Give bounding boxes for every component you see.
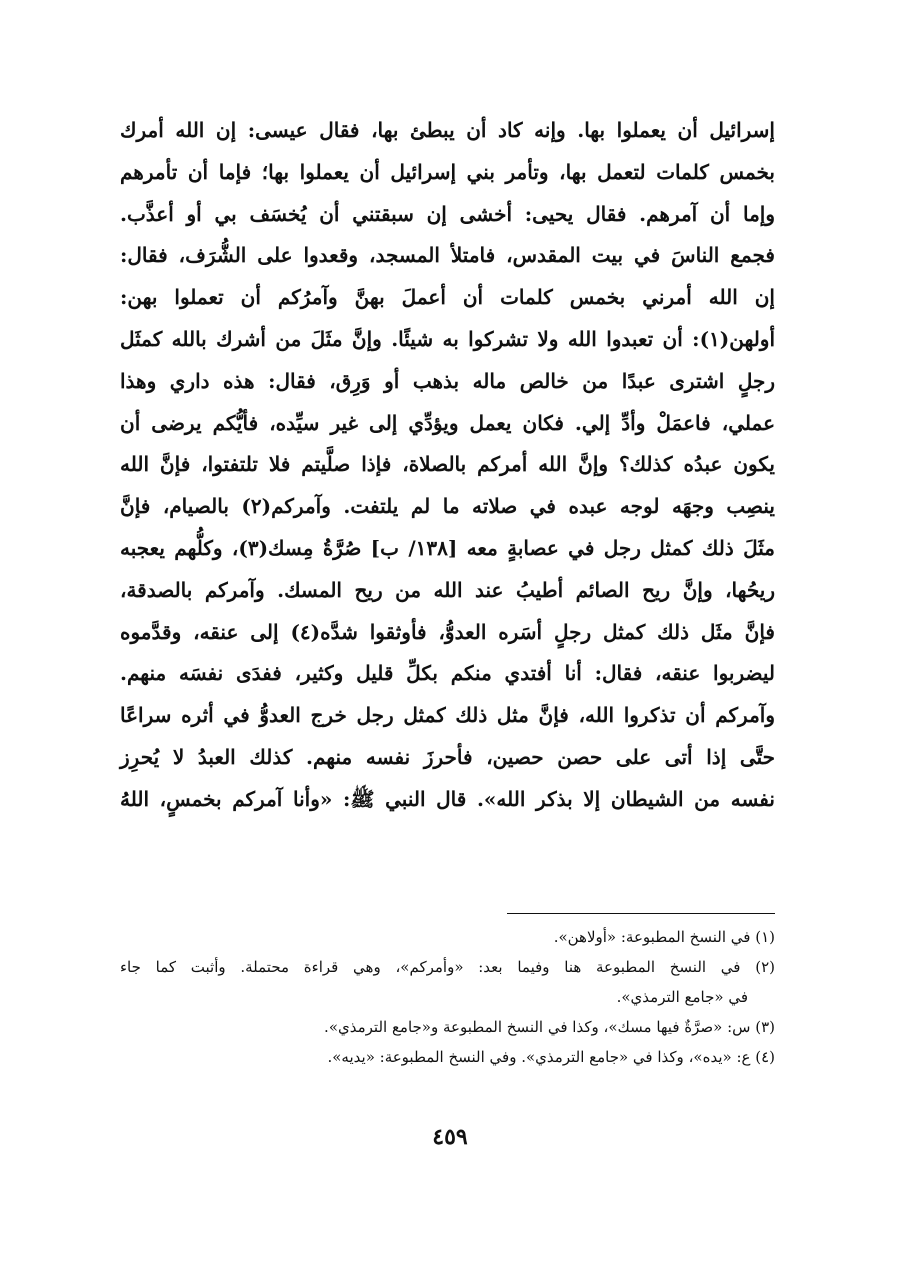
footnote-1: (١) في النسخ المطبوعة: «أولاهن». — [553, 928, 775, 946]
text-line: وإما أن آمرهم. فقال يحيى: أخشى إن سبقتني أن يُخسَف بي أو أعذَّب. — [120, 201, 775, 226]
footnote-2: (٢) في النسخ المطبوعة هنا وفيما بعد: «وأمركم»، وهي قراءة محتملة. وأثبت كما جاء — [120, 958, 775, 976]
footnote-3: (٣) س: «صرَّةٌ فيها مسك»، وكذا في النسخ المطبوعة و«جامع الترمذي». — [324, 1018, 775, 1036]
text-line: إن الله أمرني بخمس كلمات أن أعملَ بهنَّ وآمرُكم أن تعملوا بهن: — [120, 285, 775, 310]
footnotes-block — [120, 922, 775, 1072]
text-line: مثَلَ ذلك كمثل رجل في عصابةٍ معه [١٣٨/ ب] صُرَّةُ مِسك(٣)، وكلُّهم يعجبه — [120, 535, 775, 560]
text-line: ينصِب وجهَه لوجه عبده في صلاته ما لم يلتفت. وآمركم(٢) بالصيام، فإنَّ — [120, 494, 775, 519]
text-line: أولهن(١): أن تعبدوا الله ولا تشركوا به شيئًا. وإنَّ مثَلَ من أشرك بالله كمثَل — [120, 326, 775, 351]
main-text-block — [120, 110, 775, 821]
text-line: فإنَّ مثَل ذلك كمثل رجلٍ أسَره العدوُّ، فأوثقوا شدَّه(٤) إلى عنقه، وقدَّموه — [120, 619, 775, 644]
footnote-separator — [507, 913, 775, 914]
text-line: إسرائيل أن يعملوا بها. وإنه كاد أن يبطئ بها، فقال عيسى: إن الله أمرك — [120, 118, 775, 142]
footnote-2-continuation: في «جامع الترمذي». — [616, 988, 748, 1006]
text-line: نفسه من الشيطان إلا بذكر الله». قال النبي ﷺ: «وأنا آمركم بخمسٍ، اللهُ — [120, 786, 775, 811]
text-line: ريحُها، وإنَّ ريح الصائم أطيبُ عند الله من ريح المسك. وآمركم بالصدقة، — [120, 577, 775, 602]
text-line: ليضربوا عنقه، فقال: أنا أفتدي منكم بكلِّ قليل وكثير، ففدَى نفسَه منهم. — [120, 661, 775, 686]
text-line: عملي، فاعمَلْ وأدِّ إلي. فكان يعمل ويؤدِّي إلى غير سيِّده، فأيُّكم يرضى أن — [120, 410, 775, 435]
text-line: حتَّى إذا أتى على حصن حصين، فأحرزَ نفسه منهم. كذلك العبدُ لا يُحرِز — [120, 744, 775, 769]
text-line: يكون عبدُه كذلك؟ وإنَّ الله أمركم بالصلاة، فإذا صلَّيتم فلا تلتفتوا، فإنَّ الله — [120, 452, 775, 477]
text-line: رجلٍ اشترى عبدًا من خالص ماله بذهب أو وَرِق، فقال: هذه داري وهذا — [120, 368, 775, 393]
text-line: وآمركم أن تذكروا الله، فإنَّ مثل ذلك كمثل رجل خرج العدوُّ في أثره سراعًا — [120, 703, 775, 728]
page-number: ٤٥٩ — [432, 1124, 468, 1150]
text-line: بخمس كلمات لتعمل بها، وتأمر بني إسرائيل أن يعملوا بها؛ فإما أن تأمرهم — [120, 159, 775, 184]
text-line: فجمع الناسَ في بيت المقدس، فامتلأ المسجد، وقعدوا على الشُّرَف، فقال: — [120, 243, 775, 268]
footnote-4: (٤) ع: «يده»، وكذا في «جامع الترمذي». وفي النسخ المطبوعة: «يديه». — [327, 1048, 775, 1066]
